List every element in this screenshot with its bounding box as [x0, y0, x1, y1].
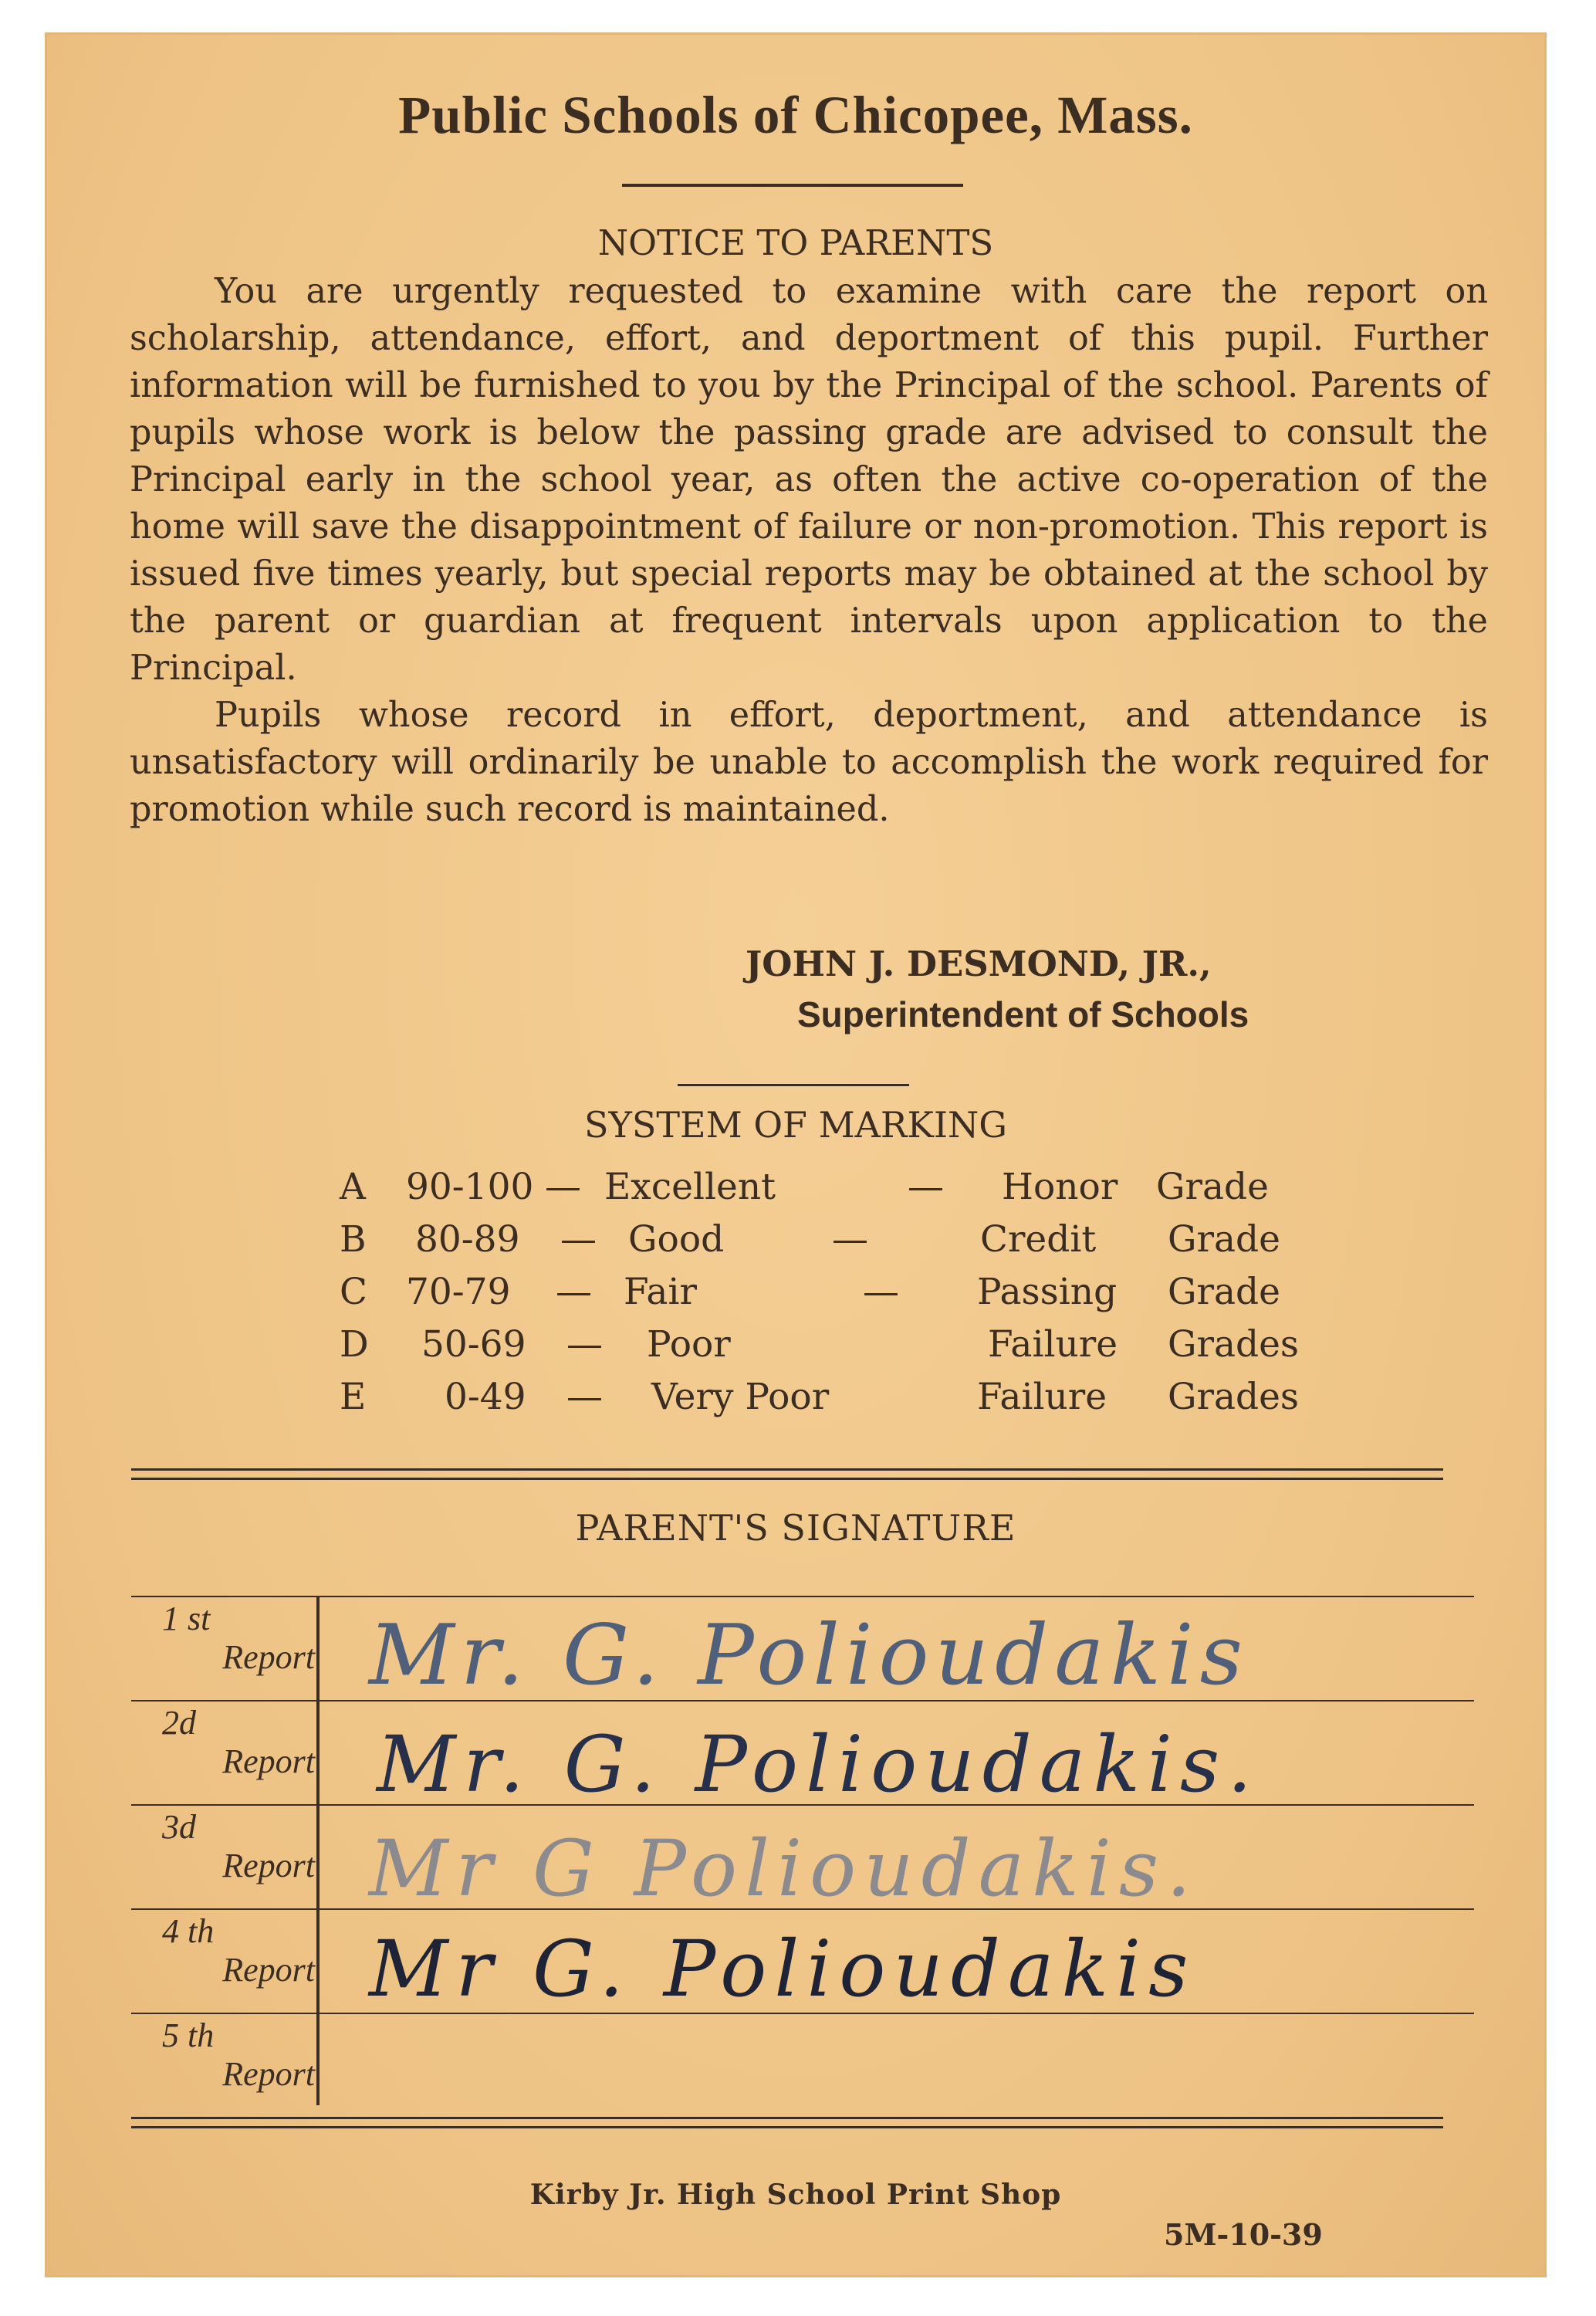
page-title: Public Schools of Chicopee, Mass.: [398, 86, 1193, 144]
notice-paragraph-2: Pupils whose record in effort, deportment, and attendance is unsatisfactory will ordinarily be unable to accomplish the work required for promotion while such record is maintained.: [130, 696, 1488, 829]
signature-4: Mr G. Polioudakis: [369, 1924, 1196, 2014]
marking-dash: —: [908, 1166, 944, 1208]
marking-status: Honor: [1002, 1166, 1118, 1208]
marking-range: 0-49: [445, 1376, 526, 1418]
report-number: 5 th: [162, 2016, 215, 2054]
marking-letter: A: [340, 1166, 366, 1208]
report-label-1: [131, 1600, 315, 1677]
marking-grade: Grades: [1168, 1376, 1300, 1418]
marking-description: Good: [628, 1218, 725, 1261]
marking-range: 80-89: [415, 1218, 520, 1261]
report-label-2: [131, 1704, 315, 1781]
section-rule: [678, 1084, 909, 1086]
printer-credit: Kirby Jr. High School Print Shop: [529, 2179, 1062, 2211]
marking-row: [45, 1166, 1547, 1214]
marking-status: Passing: [977, 1271, 1118, 1313]
report-number: 1 st: [162, 1600, 211, 1637]
report-card: [45, 32, 1547, 2277]
report-number: 2d: [162, 1704, 196, 1742]
signature-grid-line: [131, 1596, 1474, 1597]
marking-grade: Grade: [1168, 1271, 1280, 1313]
report-number: 4 th: [162, 1912, 215, 1950]
divider: [131, 2117, 1443, 2119]
notice-heading: NOTICE TO PARENTS: [597, 222, 994, 263]
signature-1: Mr. G. Polioudakis: [369, 1607, 1249, 1704]
marking-heading: SYSTEM OF MARKING: [583, 1104, 1008, 1146]
marking-status: Failure: [977, 1376, 1107, 1418]
report-number: 3d: [162, 1808, 196, 1846]
report-word: Report: [222, 2055, 315, 2093]
report-word: Report: [222, 1638, 315, 1676]
report-label-5: [131, 2016, 315, 2094]
marking-dash: —: [566, 1376, 603, 1418]
marking-grade: Grades: [1168, 1323, 1300, 1366]
marking-dash: —: [560, 1218, 597, 1261]
marking-status: Failure: [988, 1323, 1118, 1366]
marking-row: [45, 1218, 1547, 1266]
marking-letter: C: [340, 1271, 367, 1313]
marking-row: [45, 1376, 1547, 1424]
superintendent-title: Superintendent of Schools: [797, 994, 1249, 1034]
report-label-3: [131, 1808, 315, 1885]
report-word: Report: [222, 1951, 315, 1989]
marking-dash: —: [545, 1166, 581, 1208]
marking-dash: —: [556, 1271, 592, 1313]
marking-description: Very Poor: [651, 1376, 830, 1418]
marking-range: 90-100: [406, 1166, 534, 1208]
marking-row: [45, 1323, 1547, 1371]
marking-letter: B: [340, 1218, 367, 1261]
marking-letter: D: [340, 1323, 369, 1366]
marking-row: [45, 1271, 1547, 1319]
marking-grade: Grade: [1168, 1218, 1280, 1261]
marking-dash: —: [863, 1271, 899, 1313]
signature-grid-divider: [316, 1596, 320, 2105]
marking-range: 50-69: [421, 1323, 526, 1366]
report-word: Report: [222, 1847, 315, 1884]
signature-heading: PARENT'S SIGNATURE: [575, 1507, 1016, 1549]
signature-3: Mr G Polioudakis.: [369, 1823, 1199, 1914]
signature-2: Mr. G. Polioudakis.: [377, 1719, 1260, 1810]
notice-paragraph-1: You are urgently requested to examine with care the report on scholarship, attendance, effort, and deportment of this pupil. Further information will be furnished to you by the Principal of the school. Parents of pupils whose work is below the passing grade are advised to consult the Principal early in the school year, as often the active co-operation of the home will save the disappointment of failure or non-promotion. This report is issued five times yearly, but special reports may be obtained at the school by the parent or guardian at frequent intervals upon application to the Principal.: [130, 272, 1488, 688]
marking-range: 70-79: [406, 1271, 511, 1313]
report-word: Report: [222, 1742, 315, 1780]
report-label-4: [131, 1912, 315, 1989]
divider: [131, 1468, 1443, 1471]
superintendent-name: JOHN J. DESMOND, JR.,: [746, 943, 1212, 984]
marking-description: Poor: [647, 1323, 731, 1366]
marking-letter: E: [340, 1376, 367, 1418]
marking-grade: Grade: [1156, 1166, 1269, 1208]
marking-description: Excellent: [604, 1166, 776, 1208]
divider: [131, 2126, 1443, 2128]
title-rule: [622, 184, 963, 187]
divider: [131, 1478, 1443, 1480]
notice-body: [130, 268, 1488, 833]
form-code: 5M-10-39: [1164, 2217, 1323, 2252]
marking-dash: —: [832, 1218, 868, 1261]
marking-description: Fair: [624, 1271, 697, 1313]
marking-status: Credit: [980, 1218, 1097, 1261]
marking-dash: —: [566, 1323, 603, 1366]
